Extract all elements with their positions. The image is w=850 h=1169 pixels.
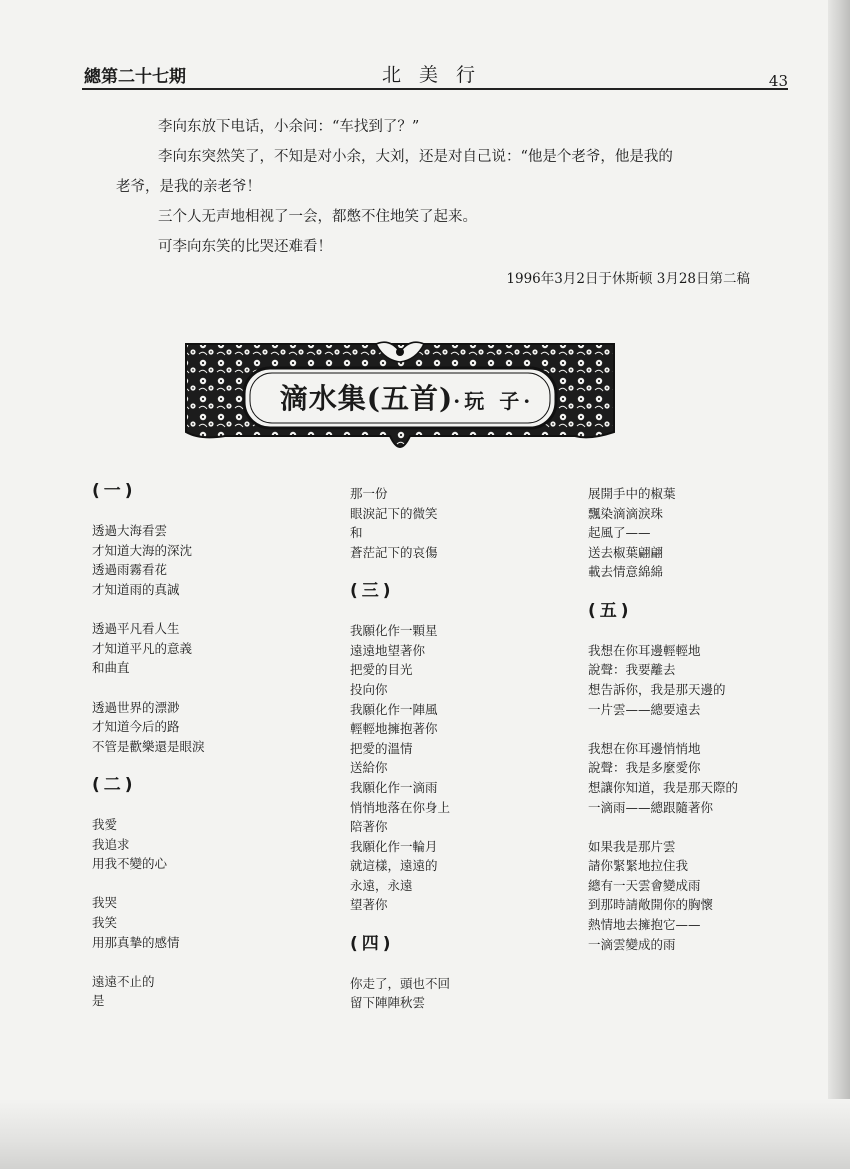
poem-line: 投向你 xyxy=(350,681,388,697)
poem-line: 透過平凡看人生 xyxy=(92,621,180,637)
poem-line: 請你緊緊地拉住我 xyxy=(588,858,689,874)
stanza-break xyxy=(350,954,450,974)
poem-line: 遠遠地望著你 xyxy=(350,642,426,658)
poem-line: 飄染滴滴淚珠 xyxy=(588,505,664,521)
poem-line: 如果我是那片雲 xyxy=(588,838,676,854)
poem-line: 才知道雨的真誠 xyxy=(92,581,180,597)
running-header xyxy=(82,58,788,90)
poem-line: 到那時請敞開你的胸懷 xyxy=(588,897,714,913)
poem-line: 起風了—— xyxy=(588,525,651,541)
poem-line: 眼淚記下的微笑 xyxy=(350,505,438,521)
poem-line: 我笑 xyxy=(92,915,118,931)
poem-line: 總有一天雲會變成雨 xyxy=(588,877,701,893)
paragraph: 老爷，是我的亲老爷！ xyxy=(116,179,261,195)
poem-title-banner xyxy=(180,340,620,458)
poem-column-2 xyxy=(350,484,450,1013)
poem-line: 我願化作一輪月 xyxy=(350,838,438,854)
poem-line: 你走了，頭也不回 xyxy=(350,975,451,991)
page-edge-shadow xyxy=(828,0,850,1169)
poem-line: 我願化作一滴雨 xyxy=(350,779,438,795)
stanza-break xyxy=(92,502,205,522)
poem-line: 展開手中的椒葉 xyxy=(588,486,676,501)
poem-line: 我願化作一陣風 xyxy=(350,701,438,717)
poem-line: 送給你 xyxy=(350,760,388,776)
poem-line: 才知道大海的深沈 xyxy=(92,542,193,558)
stanza-break xyxy=(92,600,205,620)
poem-line: 才知道平凡的意義 xyxy=(92,640,193,656)
stanza-break xyxy=(92,952,205,972)
magazine-title: 北美行 xyxy=(382,64,494,86)
poem-line: 不管是歡樂還是眼淚 xyxy=(92,738,205,754)
poem-line: 用我不變的心 xyxy=(92,856,168,872)
poem-line: 我愛 xyxy=(92,817,118,833)
poem-line: 我想在你耳邊悄悄地 xyxy=(588,740,701,756)
stanza-break xyxy=(350,602,450,622)
poem-line: 留下陣陣秋雲 xyxy=(350,995,426,1011)
poem-number-heading: (二) xyxy=(92,774,137,795)
poem-line: 蒼茫記下的哀傷 xyxy=(350,544,438,560)
poem-line: 透過大海看雲 xyxy=(92,523,168,539)
poem-line: 送去椒葉翩翩 xyxy=(588,544,664,560)
poem-line: 永遠，永遠 xyxy=(350,877,413,893)
poem-line: 遠遠不止的 xyxy=(92,973,155,989)
poem-line: 載去情意綿綿 xyxy=(588,564,664,580)
poem-number-heading: (四) xyxy=(350,933,395,954)
poem-line: 把愛的溫情 xyxy=(350,740,413,756)
paragraph: 三个人无声地相视了一会，都憋不住地笑了起来。 xyxy=(158,209,477,225)
poem-column-1 xyxy=(92,482,205,1011)
stanza-break xyxy=(92,874,205,894)
poem-line: 一滴雲變成的雨 xyxy=(588,936,676,952)
poem-line: 我哭 xyxy=(92,895,118,911)
poem-line: 我想在你耳邊輕輕地 xyxy=(588,642,701,658)
poem-number-heading: (五) xyxy=(588,600,633,621)
poem-line: 悄悄地落在你身上 xyxy=(350,799,451,815)
poem-line: 熱情地去擁抱它—— xyxy=(588,917,701,933)
poem-line: 透過世界的漂渺 xyxy=(92,699,180,715)
poem-line: 透過雨霧看花 xyxy=(92,562,168,578)
stanza-break xyxy=(588,719,738,739)
paragraph: 李向东突然笑了，不知是对小余，大刘，还是对自己说：“他是个老爷，他是我的 xyxy=(158,149,673,165)
poem-line: 才知道今后的路 xyxy=(92,719,180,735)
poem-column-3 xyxy=(588,484,738,954)
poem-line: 和 xyxy=(350,525,363,541)
poem-line: 望著你 xyxy=(350,897,388,913)
poem-collection-title xyxy=(252,374,562,424)
poem-line: 想讓你知道，我是那天際的 xyxy=(588,779,739,795)
stanza-break xyxy=(588,621,738,641)
title-text: 滴水集(五首) xyxy=(279,382,454,415)
poem-number-heading: (三) xyxy=(350,580,395,601)
poem-line: 那一份 xyxy=(350,486,388,501)
poem-line: 輕輕地擁抱著你 xyxy=(350,721,438,737)
date-signature: 1996年3月2日于休斯顿 3月28日第二稿 xyxy=(506,271,750,287)
issue-label: 總第二十七期 xyxy=(84,67,186,87)
stanza-break xyxy=(92,756,205,776)
stanza-break xyxy=(92,796,205,816)
paragraph: 可李向东笑的比哭还难看！ xyxy=(158,239,332,255)
author-name: ·玩 子· xyxy=(453,389,535,413)
poem-line: 一片雲——總要遠去 xyxy=(588,701,701,717)
stanza-break xyxy=(588,582,738,602)
stanza-break xyxy=(350,915,450,935)
poem-line: 用那真摯的感情 xyxy=(92,934,180,950)
story-ending xyxy=(116,112,768,294)
poem-line: 陪著你 xyxy=(350,819,388,835)
poem-line: 一滴雨——總跟隨著你 xyxy=(588,799,714,815)
poem-number-heading: (一) xyxy=(92,481,137,501)
poem-line: 說聲：我是多麼愛你 xyxy=(588,760,701,776)
poem-line: 說聲：我要離去 xyxy=(588,662,676,678)
poem-line: 把愛的目光 xyxy=(350,662,413,678)
poem-line: 和曲直 xyxy=(92,660,130,676)
poem-line: 是 xyxy=(92,993,105,1009)
paragraph: 李向东放下电话，小余问：“车找到了？” xyxy=(158,119,420,135)
poem-line: 想告訴你，我是那天邊的 xyxy=(588,681,726,697)
poem-line: 就這樣，遠遠的 xyxy=(350,858,438,874)
stanza-break xyxy=(92,678,205,698)
page-bottom-shadow xyxy=(0,1099,850,1169)
stanza-break xyxy=(350,562,450,582)
poem-line: 我追求 xyxy=(92,836,130,852)
page-number: 43 xyxy=(768,72,788,90)
poem-line: 我願化作一顆星 xyxy=(350,623,438,639)
stanza-break xyxy=(588,817,738,837)
